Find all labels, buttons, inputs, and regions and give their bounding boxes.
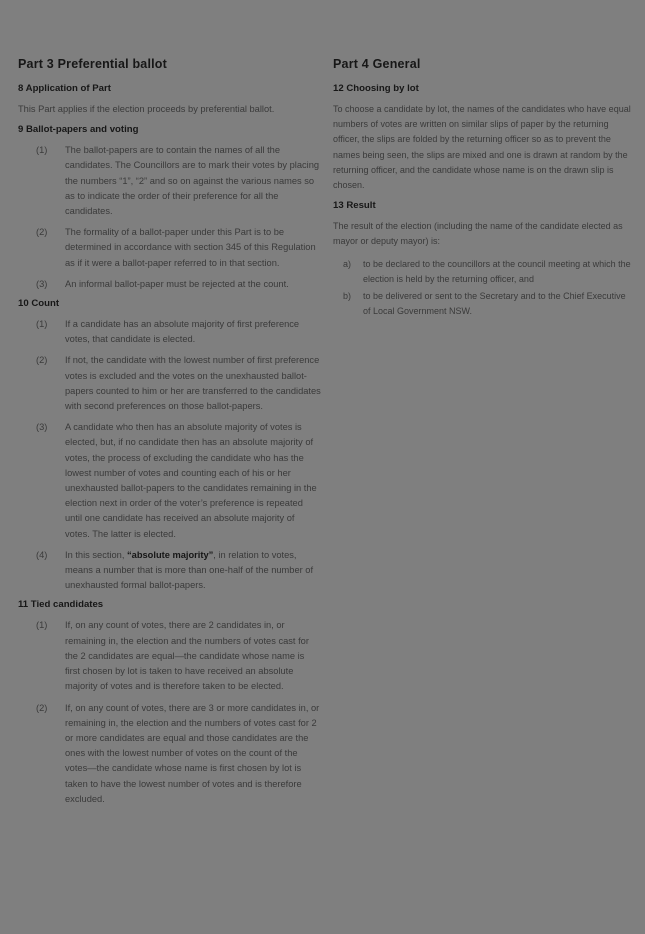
item-text: If, on any count of votes, there are 3 or more candidates in, or remaining in, the election and the numbers of votes cast for 2 or more candidates are equal and those candidates are the ones with the lowest number of votes on the count of the votes—the candidate whose name is first chosen by lot is taken to have the lowest number of votes and is therefore excluded.	[65, 702, 320, 804]
item-text: If, on any count of votes, there are 2 candidates in, or remaining in, the election and the numbers of votes cast for the 2 candidates are equal—the candidate whose name is first chosen by lot is taken to have received an absolute majority of votes and is therefore taken to be elected.	[65, 620, 309, 692]
item-text: to be declared to the councillors at the council meeting at which the election is held by the returning officer, and	[363, 258, 631, 284]
clause-10-item-3	[18, 420, 321, 542]
clause-9-item-1	[18, 143, 321, 219]
clause-9-heading: 9 Ballot-papers and voting	[18, 124, 139, 136]
item-marker: (2)	[36, 702, 48, 713]
item-text	[65, 548, 321, 594]
clause-12-body: To choose a candidate by lot, the names of the candidates who have equal numbers of votes are written on similar slips of paper by the returning officer, the slips are folded by the returning officer so as to prevent the names being seen, the slips are mixed and one is drawn at random by the returning officer, and the candidate whose name is on the drawn slip is chosen.	[333, 104, 631, 191]
item-text: The ballot-papers are to contain the names of all the candidates. The Councillors are to mark their votes by placing the numbers “1”, “2” and so on against the various names so as to indicate the order of their preference for all the candidates.	[65, 145, 320, 217]
item-marker: (3)	[36, 422, 48, 433]
clause-10-item-1	[18, 317, 321, 347]
item-text-before: In this section,	[65, 549, 128, 560]
part-4-heading: Part 4 General	[333, 57, 421, 71]
item-marker: (3)	[36, 278, 48, 289]
item-text: If not, the candidate with the lowest number of first preference votes is excluded and the votes on the unexhausted ballot-papers counted to him or her are transferred to the candidates with second preferences on those ballot-papers.	[65, 355, 321, 412]
left-column	[18, 57, 321, 813]
defined-term: “absolute majority”	[127, 549, 214, 560]
item-marker: (1)	[36, 620, 48, 631]
item-marker: (2)	[36, 227, 48, 238]
right-column	[333, 57, 631, 321]
clause-11-heading: 11 Tied candidates	[18, 599, 104, 611]
item-text: If a candidate has an absolute majority of first preference votes, that candidate is elected.	[65, 319, 300, 345]
clause-13-heading: 13 Result	[333, 200, 376, 212]
part-3-heading: Part 3 Preferential ballot	[18, 57, 167, 71]
item-text: The formality of a ballot-paper under this Part is to be determined in accordance with section 345 of this Regulation as if it were a ballot-paper referred to in that section.	[65, 227, 316, 268]
item-text-after: , in relation to votes, means a number that is more than one-half of the number of unexhausted formal ballot-papers.	[65, 549, 314, 591]
clause-11-item-1	[18, 618, 321, 694]
clause-8-body: This Part applies if the election proceeds by preferential ballot.	[18, 104, 275, 114]
item-marker: b)	[343, 291, 352, 302]
item-marker: (4)	[36, 549, 48, 560]
clause-11-item-2	[18, 701, 321, 807]
clause-8-heading: 8 Application of Part	[18, 83, 111, 94]
item-marker: (1)	[36, 145, 48, 156]
clause-13-intro: The result of the election (including the name of the candidate elected as mayor or deputy mayor) is:	[333, 221, 623, 247]
item-text: An informal ballot-paper must be rejected at the count.	[65, 278, 289, 289]
item-marker: (1)	[36, 319, 48, 330]
item-text: to be delivered or sent to the Secretary and to the Chief Executive of Local Government NSW.	[363, 291, 626, 317]
clause-10-item-4	[18, 548, 321, 594]
clause-13-item-b	[333, 289, 631, 319]
item-marker: (2)	[36, 355, 48, 366]
clause-10-heading: 10 Count	[18, 298, 60, 310]
clause-10-item-2	[18, 353, 321, 414]
item-text: A candidate who then has an absolute majority of votes is elected, but, if no candidate then has an absolute majority of votes, the process of excluding the candidate who has the lowest number of votes and counting each of his or her unexhausted ballot-papers to the candidates remaining in the election next in order of the voter’s preference is repeated until one candidate has received an absolute majority of votes. The latter is elected.	[65, 422, 317, 539]
clause-9-item-2	[18, 225, 321, 271]
clause-9-item-3	[18, 277, 321, 292]
clause-12-heading: 12 Choosing by lot	[333, 83, 419, 94]
clause-13-item-a	[333, 257, 631, 287]
item-marker: a)	[343, 258, 352, 269]
